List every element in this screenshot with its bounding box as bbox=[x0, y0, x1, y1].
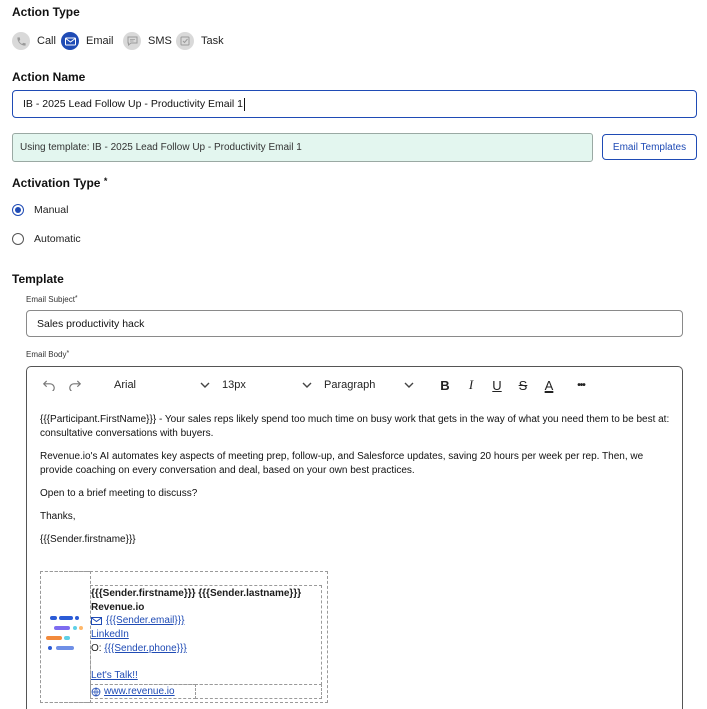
radio-automatic-indicator[interactable] bbox=[12, 233, 24, 245]
action-type-task-label: Task bbox=[201, 35, 224, 47]
font-size-value: 13px bbox=[222, 379, 246, 391]
radio-manual-label: Manual bbox=[34, 204, 69, 216]
action-type-email-label: Email bbox=[86, 35, 114, 47]
body-required-mark: * bbox=[66, 350, 70, 357]
email-templates-button[interactable]: Email Templates bbox=[602, 134, 697, 160]
signature-phone-link[interactable]: {{{Sender.phone}}} bbox=[104, 643, 187, 654]
body-paragraph-4: Thanks, bbox=[40, 511, 76, 522]
action-name-label: Action Name bbox=[12, 70, 86, 84]
editor-toolbar bbox=[27, 367, 682, 403]
action-name-input[interactable] bbox=[12, 90, 697, 118]
envelope-icon bbox=[91, 617, 102, 625]
action-type-call-label: Call bbox=[37, 35, 56, 47]
body-paragraph-1: {{{Participant.FirstName}}} - Your sales reps likely spend too much time on busy work that gets in the way of what you need them to be best at: consultative conversations with buyers. bbox=[40, 414, 670, 439]
subject-required-mark: * bbox=[74, 295, 78, 302]
more-options-button[interactable]: ••• bbox=[577, 379, 585, 391]
redo-icon[interactable] bbox=[64, 374, 86, 396]
signature-linkedin-link[interactable]: LinkedIn bbox=[91, 629, 129, 640]
strikethrough-button[interactable]: S bbox=[518, 377, 528, 393]
action-name-value: IB - 2025 Lead Follow Up - Productivity Email 1 bbox=[23, 98, 244, 110]
block-format-select[interactable] bbox=[324, 379, 414, 391]
revenue-logo bbox=[44, 612, 84, 659]
signature-name: {{{Sender.firstname}}} {{{Sender.lastname}}} bbox=[91, 588, 302, 599]
activation-type-label bbox=[12, 176, 107, 190]
italic-button[interactable]: I bbox=[468, 377, 474, 392]
signature-phone-row bbox=[91, 642, 187, 656]
body-paragraph-2: Revenue.io's AI automates key aspects of meeting prep, follow-up, and Salesforce updates, saving 20 hours per week per rep. Then, we provide coaching on every conversation and deal, based on your own best practices. bbox=[40, 451, 644, 476]
signature-website-link[interactable]: www.revenue.io bbox=[104, 686, 175, 697]
mail-icon bbox=[61, 32, 79, 50]
signature-website-row bbox=[91, 685, 175, 699]
action-type-sms-label: SMS bbox=[148, 35, 172, 47]
text-color-button[interactable]: A bbox=[544, 377, 554, 393]
chevron-down-icon bbox=[302, 380, 312, 390]
email-subject-value: Sales productivity hack bbox=[37, 317, 145, 330]
checkbox-icon bbox=[176, 32, 194, 50]
body-paragraph-5: {{{Sender.firstname}}} bbox=[40, 534, 136, 545]
radio-automatic[interactable] bbox=[12, 233, 81, 245]
globe-icon bbox=[91, 687, 101, 697]
action-type-sms[interactable] bbox=[123, 32, 172, 50]
bold-button[interactable]: B bbox=[440, 377, 450, 393]
phone-icon bbox=[12, 32, 30, 50]
underline-button[interactable]: U bbox=[492, 377, 502, 393]
signature-company: Revenue.io bbox=[91, 602, 145, 613]
font-family-select[interactable] bbox=[114, 379, 210, 391]
signature-cta-link[interactable]: Let's Talk!! bbox=[91, 670, 138, 681]
email-body-label bbox=[26, 350, 69, 359]
email-subject-label-text: Email Subject bbox=[26, 295, 75, 304]
signature-empty-cell bbox=[195, 684, 322, 699]
template-notice-text: Using template: IB - 2025 Lead Follow Up - Productivity Email 1 bbox=[20, 142, 302, 153]
chat-icon bbox=[123, 32, 141, 50]
signature-email-link[interactable]: {{{Sender.email}}} bbox=[106, 615, 185, 626]
action-type-label: Action Type bbox=[12, 5, 80, 19]
undo-icon[interactable] bbox=[38, 374, 60, 396]
chevron-down-icon bbox=[404, 380, 414, 390]
email-subject-input[interactable] bbox=[26, 310, 683, 337]
radio-manual-indicator[interactable] bbox=[12, 204, 24, 216]
body-paragraph-3: Open to a brief meeting to discuss? bbox=[40, 488, 198, 499]
signature-email-row bbox=[91, 614, 184, 628]
text-cursor bbox=[244, 98, 245, 111]
font-family-value: Arial bbox=[114, 379, 137, 391]
block-format-value: Paragraph bbox=[324, 379, 376, 391]
phone-prefix: O: bbox=[91, 643, 102, 654]
email-subject-label bbox=[26, 295, 78, 304]
template-label: Template bbox=[12, 272, 64, 286]
action-type-email[interactable] bbox=[61, 32, 114, 50]
email-body-content[interactable] bbox=[40, 413, 670, 547]
font-size-select[interactable] bbox=[222, 379, 312, 391]
radio-manual[interactable] bbox=[12, 204, 68, 216]
chevron-down-icon bbox=[200, 380, 210, 390]
action-type-call[interactable] bbox=[12, 32, 56, 50]
radio-automatic-label: Automatic bbox=[34, 233, 81, 245]
email-body-label-text: Email Body bbox=[26, 350, 67, 359]
template-notice bbox=[12, 133, 593, 162]
action-type-task[interactable] bbox=[176, 32, 224, 50]
activation-type-text: Activation Type bbox=[12, 176, 101, 190]
required-mark: * bbox=[103, 176, 108, 186]
